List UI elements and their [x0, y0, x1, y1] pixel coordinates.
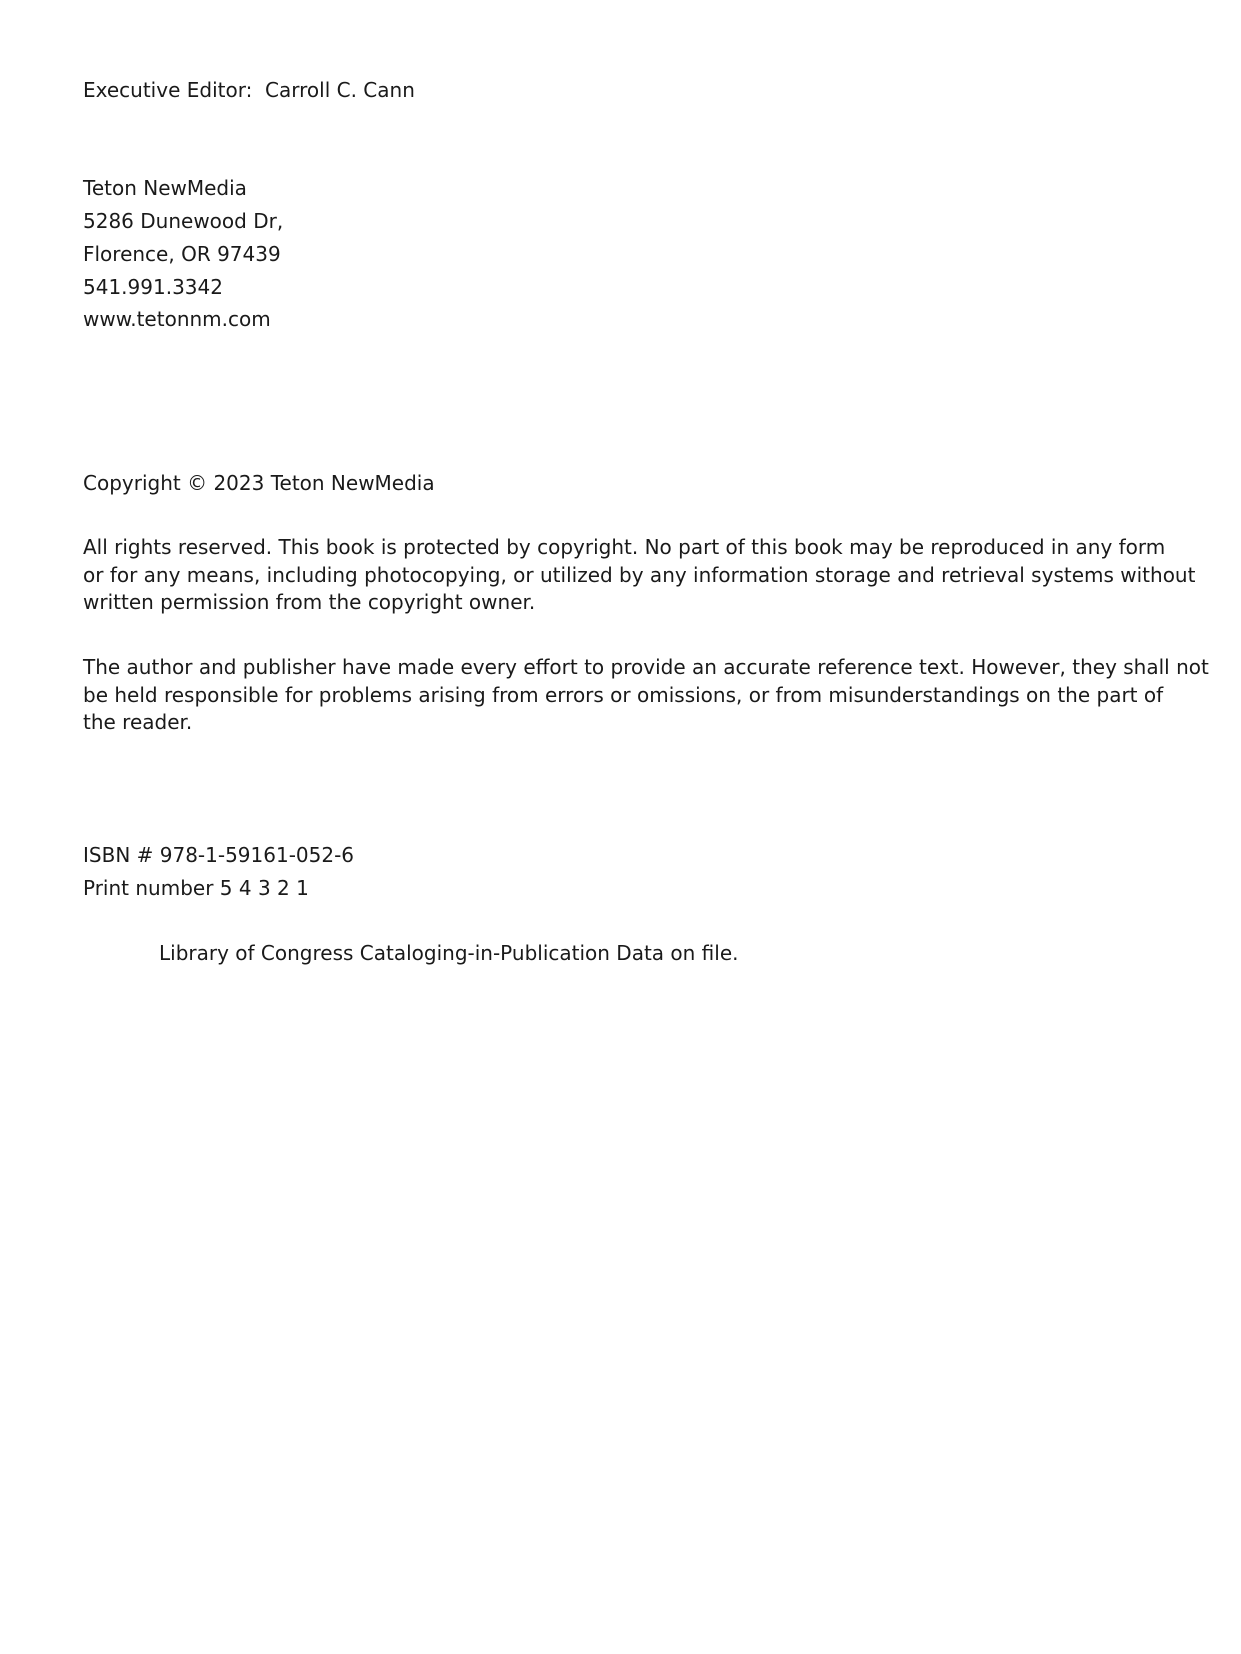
rights-line-3: written permission from the copyright owner.: [83, 590, 536, 614]
disclaimer-line-2: be held responsible for problems arising from errors or omissions, or from misunderstandings on the part of: [83, 682, 1164, 707]
editor-label: Executive Editor:: [83, 78, 253, 102]
disclaimer-paragraph: [83, 654, 1209, 737]
publisher-phone: 541.991.3342: [83, 275, 223, 299]
rights-reserved-paragraph: [83, 534, 1196, 617]
publisher-street: 5286 Dunewood Dr,: [83, 209, 284, 233]
publisher-name: Teton NewMedia: [83, 176, 247, 200]
rights-line-1: All rights reserved. This book is protected by copyright. No part of this book may be reproduced in any form: [83, 535, 1166, 559]
executive-editor-line: [83, 78, 415, 102]
cip-line: Library of Congress Cataloging-in-Publication Data on file.: [159, 941, 739, 965]
editor-name: Carroll C. Cann: [265, 78, 415, 102]
disclaimer-line-3: the reader.: [83, 710, 193, 734]
copyright-line: Copyright © 2023 Teton NewMedia: [83, 471, 435, 495]
publisher-website: www.tetonnm.com: [83, 307, 271, 331]
print-number-line: Print number 5 4 3 2 1: [83, 876, 309, 900]
rights-line-2: or for any means, including photocopying, or utilized by any information storage and retrieval systems without: [83, 562, 1196, 587]
disclaimer-line-1: The author and publisher have made every effort to provide an accurate reference text. However, they shall not: [83, 655, 1209, 679]
publisher-city: Florence, OR 97439: [83, 242, 281, 266]
isbn-line: ISBN # 978-1-59161-052-6: [83, 843, 355, 867]
